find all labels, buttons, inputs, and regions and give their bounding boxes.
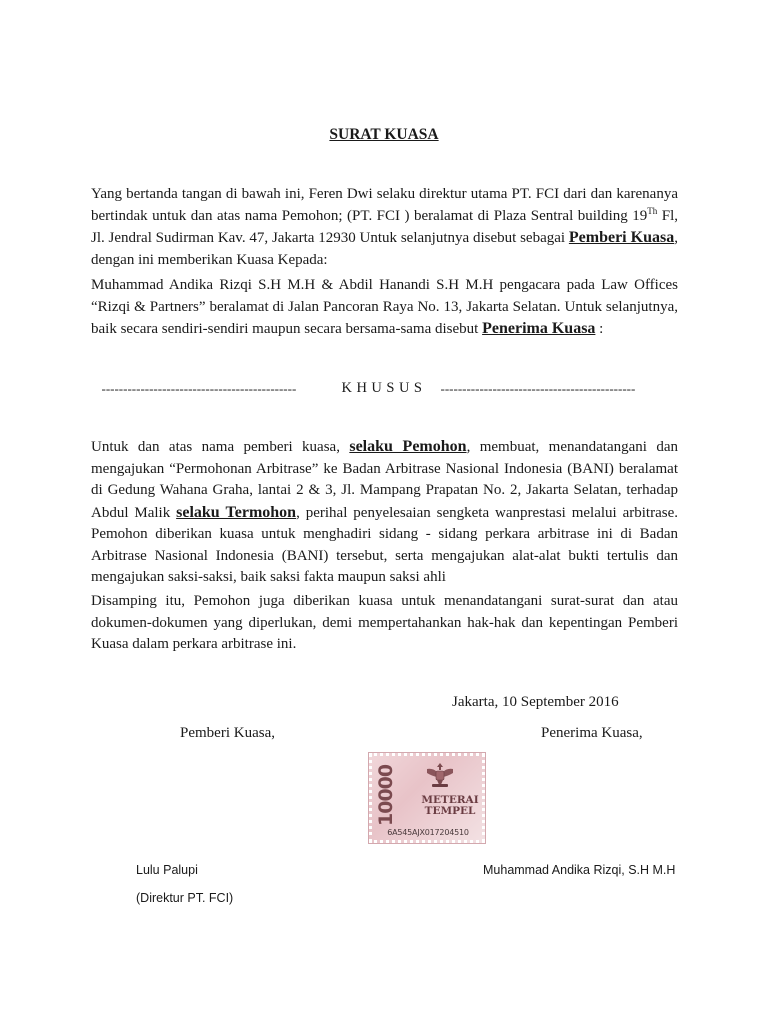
grantor-text-2: Fl, Jl. Jendral Sudirman Kav. 47, Jakarta 12930 Untuk selanjutnya disebut sebagai — [91, 207, 679, 246]
paragraph-additional: Disamping itu, Pemohon juga diberikan kuasa untuk menandatangani surat-surat dan atau dokumen-dokumen yang diperlukan, demi mempertahankan hak-hak dan kepentingan Pemberi Kuasa dalam perkara arbitrase ini. — [91, 593, 678, 652]
grantee-text-2: : — [595, 321, 604, 337]
paragraph-grantee — [91, 275, 678, 341]
authority-text-2: , membuat, menandatangani dan mengajukan “Permohonan Arbitrase” ke Badan Arbitrase Nasional Indonesia (BANI) beralamat di Gedung Wahana Graha, lantai 2 & 3, Jl. Mampang Prapatan No. 2, Jakarta Selatan, terhadap Abdul Malik — [91, 439, 678, 521]
garuda-emblem-icon — [423, 761, 457, 789]
authority-text-3: , perihal penyelesaian sengketa wanprestasi melalui arbitrase. Pemohon diberikan kuasa untuk menghadiri sidang - sidang perkara arbitrase ini di Badan Arbitrase Nasional Indonesia (BANI) tersebut, serta mengajukan alat-alat bukti tertulis dan mengajukan saksi-saksi, baik saksi fakta maupun saksi ahli — [91, 504, 678, 585]
stamp-label-line2: TEMPEL — [424, 805, 476, 817]
selaku-pemohon-term: selaku Pemohon — [349, 438, 467, 455]
penerima-kuasa-term: Penerima Kuasa — [482, 320, 596, 337]
divider-dashes-right: --------------------------------------------- — [440, 380, 636, 396]
divider-dashes-left: --------------------------------------------- — [101, 380, 297, 396]
grantee-name: Muhammad Andika Rizqi, S.H M.H — [483, 863, 676, 877]
stamp-serial: 6A545AJX017204510 — [387, 828, 469, 837]
khusus-heading: KHUSUS — [341, 380, 427, 396]
grantor-text-3: , dengan ini memberikan Kuasa Kepada: — [91, 230, 678, 268]
document-title: SURAT KUASA — [329, 126, 439, 143]
grantor-signature-label: Pemberi Kuasa, — [180, 725, 275, 741]
grantor-role: (Direktur PT. FCI) — [136, 891, 234, 905]
floor-superscript: Th — [647, 205, 658, 216]
stamp-label-line1: METERAI — [421, 794, 479, 806]
khusus-divider — [0, 380, 768, 397]
grantee-signature-label: Penerima Kuasa, — [541, 725, 643, 741]
grantor-name: Lulu Palupi — [136, 863, 198, 877]
meterai-stamp — [368, 752, 486, 844]
pemberi-kuasa-term: Pemberi Kuasa — [568, 229, 675, 246]
document-date: Jakarta, 10 September 2016 — [452, 694, 619, 710]
stamp-label — [415, 795, 485, 817]
authority-text-1: Untuk dan atas nama pemberi kuasa, — [91, 439, 350, 455]
selaku-termohon-term: selaku Termohon — [176, 503, 297, 521]
grantor-text-1: Yang bertanda tangan di bawah ini, Feren Dwi selaku direktur utama PT. FCI dari dan karenanya bertindak untuk dan atas nama Pemohon; (PT. FCI ) beralamat di Plaza Sentral building 19 — [91, 186, 678, 224]
paragraph-grantor — [91, 184, 678, 271]
stamp-value: 10000 — [375, 764, 397, 826]
grantee-text-1: Muhammad Andika Rizqi S.H M.H & Abdil Hanandi S.H M.H pengacara pada Law Offices “Rizqi & Partners” beralamat di Jalan Pancoran Raya No. 13, Jakarta Selatan. Untuk selanjutnya, baik secara sendiri-sendiri maupun secara bersama-sama disebut — [91, 277, 678, 337]
paragraph-authority — [91, 436, 678, 589]
